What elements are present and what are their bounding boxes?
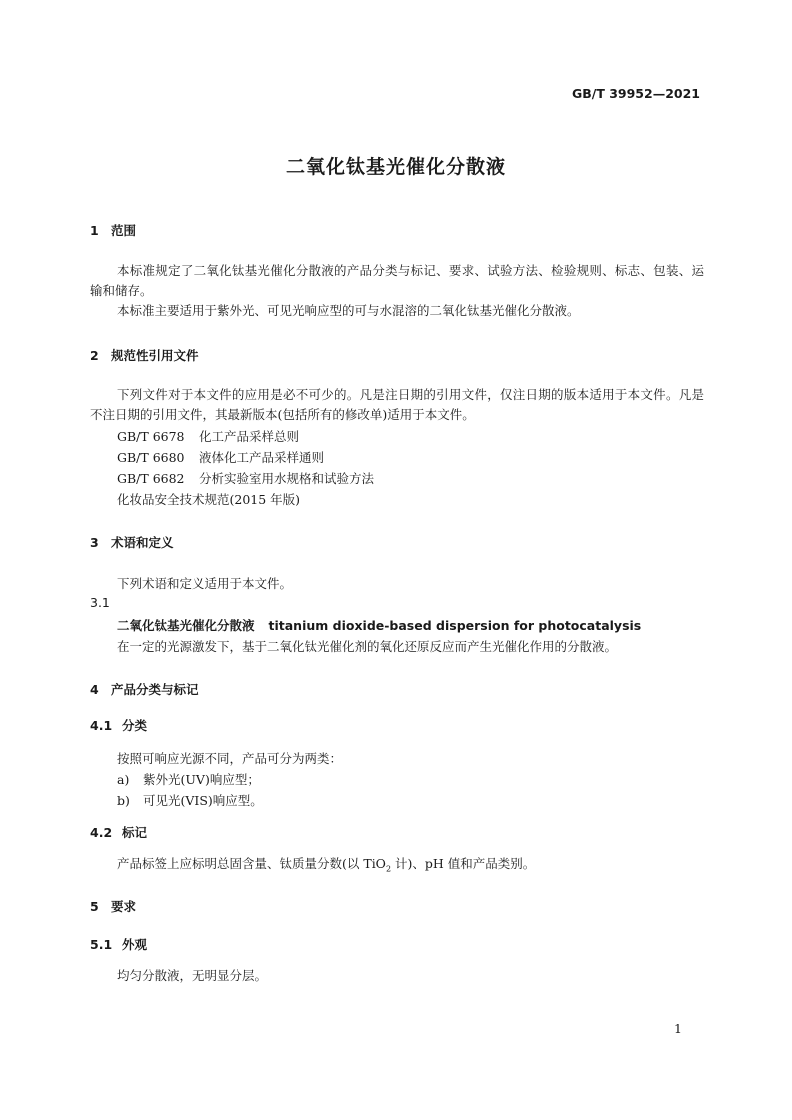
term-english: titanium dioxide-based dispersion for photocatalysis — [268, 618, 642, 633]
scope-paragraph-1: 本标准规定了二氧化钛基光催化分散液的产品分类与标记、要求、试验方法、检验规则、标志、包装、运输和储存。 — [90, 263, 704, 298]
term-number: 3.1 — [90, 595, 110, 610]
appearance-text: 均匀分散液，无明显分层。 — [117, 968, 268, 983]
section-4-1-heading — [90, 716, 147, 734]
list-text: 可见光(VIS)响应型。 — [143, 793, 263, 808]
section-title: 外观 — [122, 937, 148, 952]
term-chinese: 二氧化钛基光催化分散液 — [117, 618, 255, 633]
list-text: 紫外光(UV)响应型； — [143, 772, 260, 787]
classification-intro: 按照可响应光源不同，产品可分为两类： — [117, 751, 343, 766]
section-5-heading — [90, 897, 136, 915]
section-number: 3 — [90, 535, 99, 550]
section-1-heading — [90, 221, 136, 239]
section-4-2-heading — [90, 823, 147, 841]
reference-code: GB/T 6678 — [117, 429, 185, 444]
section-title: 分类 — [122, 718, 148, 733]
terms-intro: 下列术语和定义适用于本文件。 — [117, 576, 293, 591]
list-marker: b) — [117, 793, 130, 808]
reference-name: 液体化工产品采样通则 — [199, 450, 325, 465]
section-number: 1 — [90, 223, 99, 238]
reference-name: 化工产品采样总则 — [199, 429, 300, 444]
marking-subscript: 2 — [385, 864, 392, 874]
page-number: 1 — [674, 1021, 682, 1036]
section-number: 2 — [90, 348, 99, 363]
marking-paragraph — [117, 854, 535, 874]
list-marker: a) — [117, 772, 130, 787]
section-number: 4 — [90, 682, 99, 697]
scope-paragraph-2: 本标准主要适用于紫外光、可见光响应型的可与水混溶的二氧化钛基光催化分散液。 — [117, 303, 580, 318]
list-item — [117, 770, 260, 788]
list-item — [117, 791, 263, 809]
section-4-heading — [90, 680, 199, 698]
section-title: 范围 — [111, 223, 137, 238]
section-5-1-heading — [90, 935, 147, 953]
term-definition: 在一定的光源激发下，基于二氧化钛光催化剂的氧化还原反应而产生光催化作用的分散液。 — [117, 639, 618, 654]
section-number: 5 — [90, 899, 99, 914]
section-number: 4.2 — [90, 825, 113, 840]
section-3-heading — [90, 533, 174, 551]
reference-item — [117, 469, 374, 487]
section-title: 术语和定义 — [111, 535, 174, 550]
marking-text-after: 计)、pH 值和产品类别。 — [391, 856, 536, 871]
normative-refs-intro: 下列文件对于本文件的应用是必不可少的。凡是注日期的引用文件，仅注日期的版本适用于本文件。凡是不注日期的引用文件，其最新版本(包括所有的修改单)适用于本文件。 — [90, 387, 704, 422]
reference-code: GB/T 6682 — [117, 471, 185, 486]
reference-item — [117, 448, 324, 466]
section-title: 要求 — [111, 899, 137, 914]
section-title: 标记 — [122, 825, 148, 840]
section-number: 4.1 — [90, 718, 113, 733]
reference-item-cosmetics: 化妆品安全技术规范(2015 年版) — [117, 492, 301, 507]
term-entry — [117, 616, 641, 634]
section-2-heading — [90, 346, 199, 364]
section-title: 产品分类与标记 — [111, 682, 199, 697]
reference-code: GB/T 6680 — [117, 450, 185, 465]
document-title: 二氧化钛基光催化分散液 — [285, 156, 506, 178]
section-title: 规范性引用文件 — [111, 348, 199, 363]
section-number: 5.1 — [90, 937, 113, 952]
reference-name: 分析实验室用水规格和试验方法 — [199, 471, 375, 486]
reference-item — [117, 427, 299, 445]
standard-code: GB/T 39952—2021 — [571, 86, 700, 101]
marking-text-before: 产品标签上应标明总固含量、钛质量分数(以 TiO — [117, 856, 386, 871]
